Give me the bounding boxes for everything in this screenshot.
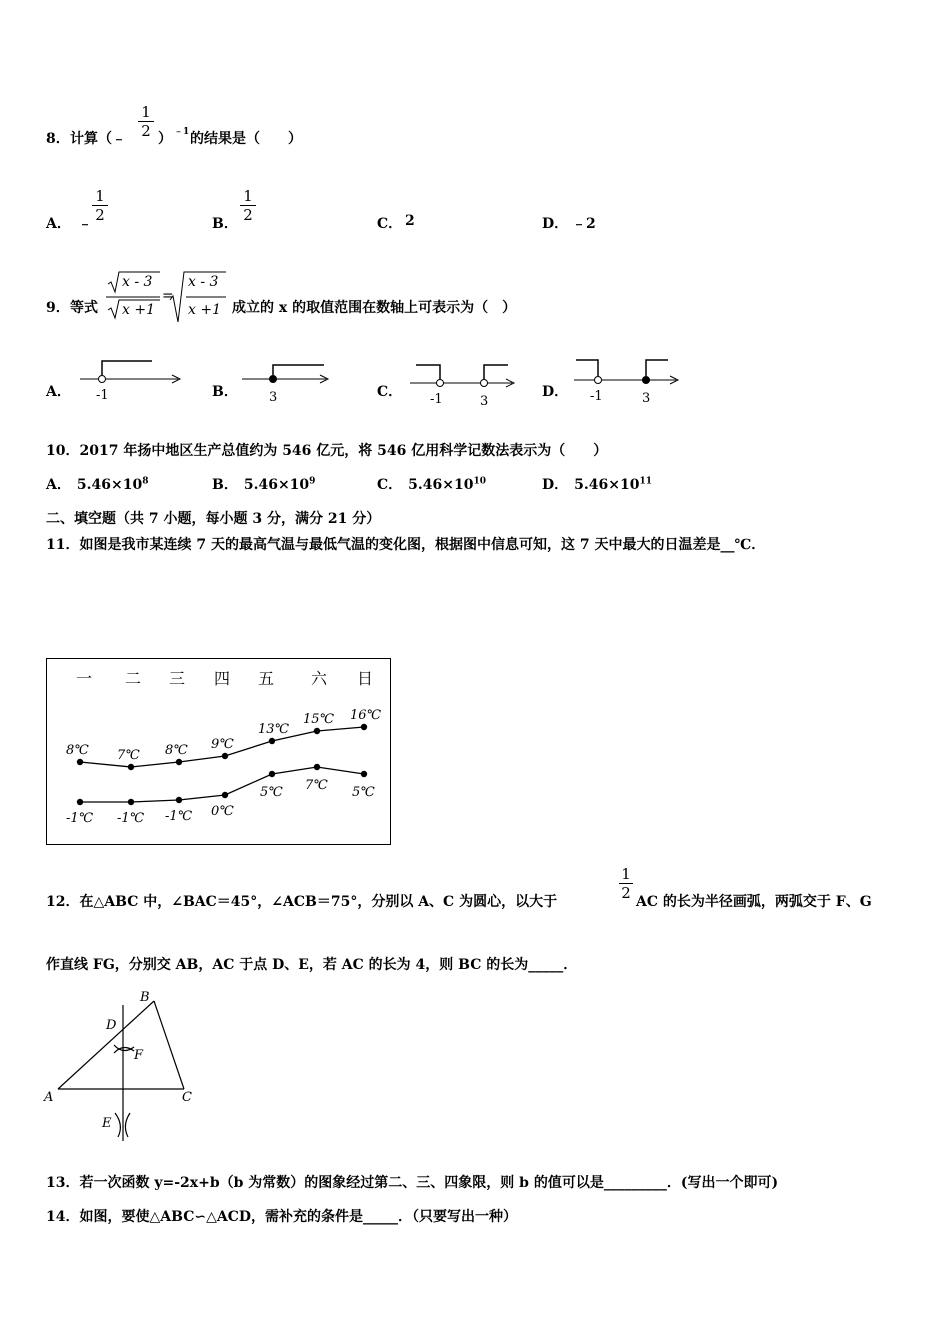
q9-suffix: 成立的 x 的取值范围在数轴上可表示为（ ） bbox=[232, 300, 517, 316]
q9-a-open-point bbox=[99, 376, 106, 383]
q10-option-d-exp: 11 bbox=[639, 476, 652, 487]
low-temp-label: -1℃ bbox=[165, 809, 193, 824]
q10-option-d bbox=[542, 474, 652, 494]
q10-text: 10．2017 年扬中地区生产总值约为 546 亿元，将 546 亿用科学记数法表示为（ ） bbox=[46, 443, 608, 459]
q9-option-a-number-line bbox=[78, 355, 188, 405]
high-temp-label: 8℃ bbox=[66, 743, 89, 758]
q9-option-d-number-line bbox=[572, 352, 687, 404]
q9-option-b-label: B． bbox=[212, 384, 238, 400]
q10-option-c bbox=[377, 474, 486, 494]
low-temp-point bbox=[77, 799, 83, 805]
high-temp-label: 13℃ bbox=[258, 722, 290, 737]
q10-option-d-label: D． bbox=[542, 477, 569, 493]
q8-option-b-den: 2 bbox=[243, 206, 253, 224]
low-temp-label: 7℃ bbox=[305, 778, 328, 793]
q9-left-den: x +1 bbox=[122, 302, 155, 318]
q9-option-c-number-line bbox=[408, 355, 523, 407]
low-temp-point bbox=[314, 764, 320, 770]
day-label: 六 bbox=[310, 669, 328, 688]
q10-option-a-label: A． bbox=[46, 477, 71, 493]
high-temp-point bbox=[176, 759, 182, 765]
high-temp-label: 7℃ bbox=[117, 748, 140, 763]
side-ab bbox=[58, 1001, 154, 1089]
q8-option-a-den: 2 bbox=[95, 206, 105, 224]
q14-text: 14．如图，要使△ABC∽△ACD，需补充的条件是_____．（只要写出一种） bbox=[46, 1209, 517, 1225]
low-temp-label: 5℃ bbox=[352, 785, 375, 800]
high-temp-label: 16℃ bbox=[350, 708, 382, 723]
q8-option-c-label: C． bbox=[377, 216, 403, 232]
q9-prefix: 等式 bbox=[70, 300, 98, 316]
q8-option-a-fraction bbox=[92, 188, 108, 223]
high-temp-point bbox=[77, 759, 83, 765]
q8-exponent: ﹣1 bbox=[174, 127, 190, 137]
q9-c-tick-1: -1 bbox=[430, 392, 443, 407]
q8-prefix: 计算（﹣ bbox=[70, 131, 126, 147]
label-f: F bbox=[134, 1048, 144, 1063]
day-label: 四 bbox=[213, 669, 231, 688]
low-temp-point bbox=[176, 797, 182, 803]
q10-option-a bbox=[46, 474, 148, 494]
q8-tail: 的结果是（ ） bbox=[190, 131, 302, 147]
q10-option-b bbox=[212, 474, 315, 494]
q9-equals: = bbox=[162, 288, 174, 304]
q10-option-b-exp: 9 bbox=[309, 476, 316, 487]
q8-option-d-label: D． bbox=[542, 216, 569, 232]
q9-d-open-point bbox=[595, 377, 602, 384]
arc-e-2 bbox=[125, 1113, 130, 1137]
day-label: 日 bbox=[356, 669, 374, 688]
q8-fraction bbox=[138, 104, 154, 139]
day-label: 五 bbox=[257, 669, 275, 688]
high-temp-point bbox=[269, 738, 275, 744]
q10-option-c-label: C． bbox=[377, 477, 403, 493]
q9-c-open-point-1 bbox=[437, 380, 444, 387]
q9-option-a-label: A． bbox=[46, 384, 71, 400]
q13-text: 13．若一次函数 y=-2x+b（b 为常数）的图象经过第二、三、四象限，则 b 的值可以是_________．(写出一个即可) bbox=[46, 1175, 779, 1191]
side-bc bbox=[154, 1001, 184, 1089]
section-title: 二、填空题（共 7 小题，每小题 3 分，满分 21 分） bbox=[46, 511, 381, 527]
q8-frac-den: 2 bbox=[141, 122, 151, 140]
high-temp-label: 15℃ bbox=[303, 712, 335, 727]
q10-option-a-exp: 8 bbox=[142, 476, 149, 487]
day-label: 二 bbox=[124, 669, 142, 688]
q12-line1-suffix: AC 的长为半径画弧，两弧交于 F、G bbox=[636, 894, 872, 910]
high-temp-point bbox=[314, 728, 320, 734]
q8-option-d-text: ﹣2 bbox=[572, 216, 596, 232]
q9-left-num: x - 3 bbox=[122, 274, 153, 290]
high-temp-point bbox=[361, 724, 367, 730]
q8-option-a-num: 1 bbox=[95, 187, 105, 205]
low-temp-point bbox=[128, 799, 134, 805]
q12-frac-num: 1 bbox=[621, 865, 631, 883]
q8-suffix: ） bbox=[158, 131, 172, 147]
q9-right-num: x - 3 bbox=[188, 274, 219, 290]
q9-option-c-label: C． bbox=[377, 384, 403, 400]
q8-option-a-sign: ﹣ bbox=[78, 216, 92, 232]
q10-option-c-base: 5.46×10 bbox=[408, 477, 474, 493]
q8-option-a-label: A． bbox=[46, 216, 71, 232]
q9-c-tick-2: 3 bbox=[480, 394, 489, 407]
q12-line1-prefix: 12．在△ABC 中，∠BAC＝45°，∠ACB＝75°，分别以 A、C 为圆心，以大于 bbox=[46, 894, 558, 910]
q8-option-b-num: 1 bbox=[243, 187, 253, 205]
low-temp-point bbox=[222, 792, 228, 798]
q10-option-b-label: B． bbox=[212, 477, 238, 493]
high-temp-point bbox=[222, 753, 228, 759]
low-temp-label: -1℃ bbox=[117, 811, 145, 826]
label-c: C bbox=[182, 1090, 192, 1105]
high-temp-label: 8℃ bbox=[165, 743, 188, 758]
q9-d-closed-point bbox=[643, 377, 650, 384]
q8-frac-num: 1 bbox=[141, 103, 151, 121]
low-temp-label: 5℃ bbox=[260, 785, 283, 800]
q9-option-d-label: D． bbox=[542, 384, 569, 400]
label-a: A bbox=[44, 1090, 54, 1105]
high-temp-point bbox=[128, 764, 134, 770]
q9-d-tick-1: -1 bbox=[590, 389, 603, 404]
q9-right-den: x +1 bbox=[188, 302, 221, 318]
q11-text: 11．如图是我市某连续 7 天的最高气温与最低气温的变化图，根据图中信息可知，这 7 天中最大的日温差是__℃． bbox=[46, 537, 766, 553]
low-temp-point bbox=[269, 771, 275, 777]
day-label: 三 bbox=[168, 669, 186, 688]
q12-frac-den: 2 bbox=[621, 884, 631, 902]
q12-triangle-figure bbox=[42, 985, 212, 1145]
high-temp-label: 9℃ bbox=[211, 737, 234, 752]
q8-number: 8． bbox=[46, 131, 70, 147]
q9-option-b-number-line bbox=[240, 355, 340, 405]
q8-option-b-fraction bbox=[240, 188, 256, 223]
q8-option-b-label: B． bbox=[212, 216, 238, 232]
q9-b-tick: 3 bbox=[269, 390, 278, 405]
q12-line2: 作直线 FG，分别交 AB，AC 于点 D、E，若 AC 的长为 4，则 BC 的长为_____． bbox=[46, 957, 578, 973]
q9-c-open-point-2 bbox=[481, 380, 488, 387]
label-d: D bbox=[106, 1018, 117, 1033]
arc-e-1 bbox=[115, 1113, 120, 1137]
low-temp-label: 0℃ bbox=[211, 804, 234, 819]
temperature-chart bbox=[46, 658, 392, 846]
day-label: 一 bbox=[75, 669, 93, 688]
q8-option-c-text: 2 bbox=[405, 213, 415, 229]
q9-a-tick: -1 bbox=[96, 388, 109, 403]
q10-option-c-exp: 10 bbox=[473, 476, 486, 487]
label-e: E bbox=[102, 1116, 112, 1131]
q10-option-a-base: 5.46×10 bbox=[76, 477, 143, 493]
q9-d-tick-2: 3 bbox=[642, 391, 651, 404]
low-temp-point bbox=[361, 771, 367, 777]
q9-number: 9． bbox=[46, 300, 70, 316]
q10-option-d-base: 5.46×10 bbox=[574, 477, 640, 493]
label-b: B bbox=[140, 990, 150, 1005]
q12-fraction bbox=[619, 866, 633, 901]
low-temp-label: -1℃ bbox=[66, 811, 94, 826]
q9-b-closed-point bbox=[270, 376, 277, 383]
q10-option-b-base: 5.46×10 bbox=[243, 477, 310, 493]
